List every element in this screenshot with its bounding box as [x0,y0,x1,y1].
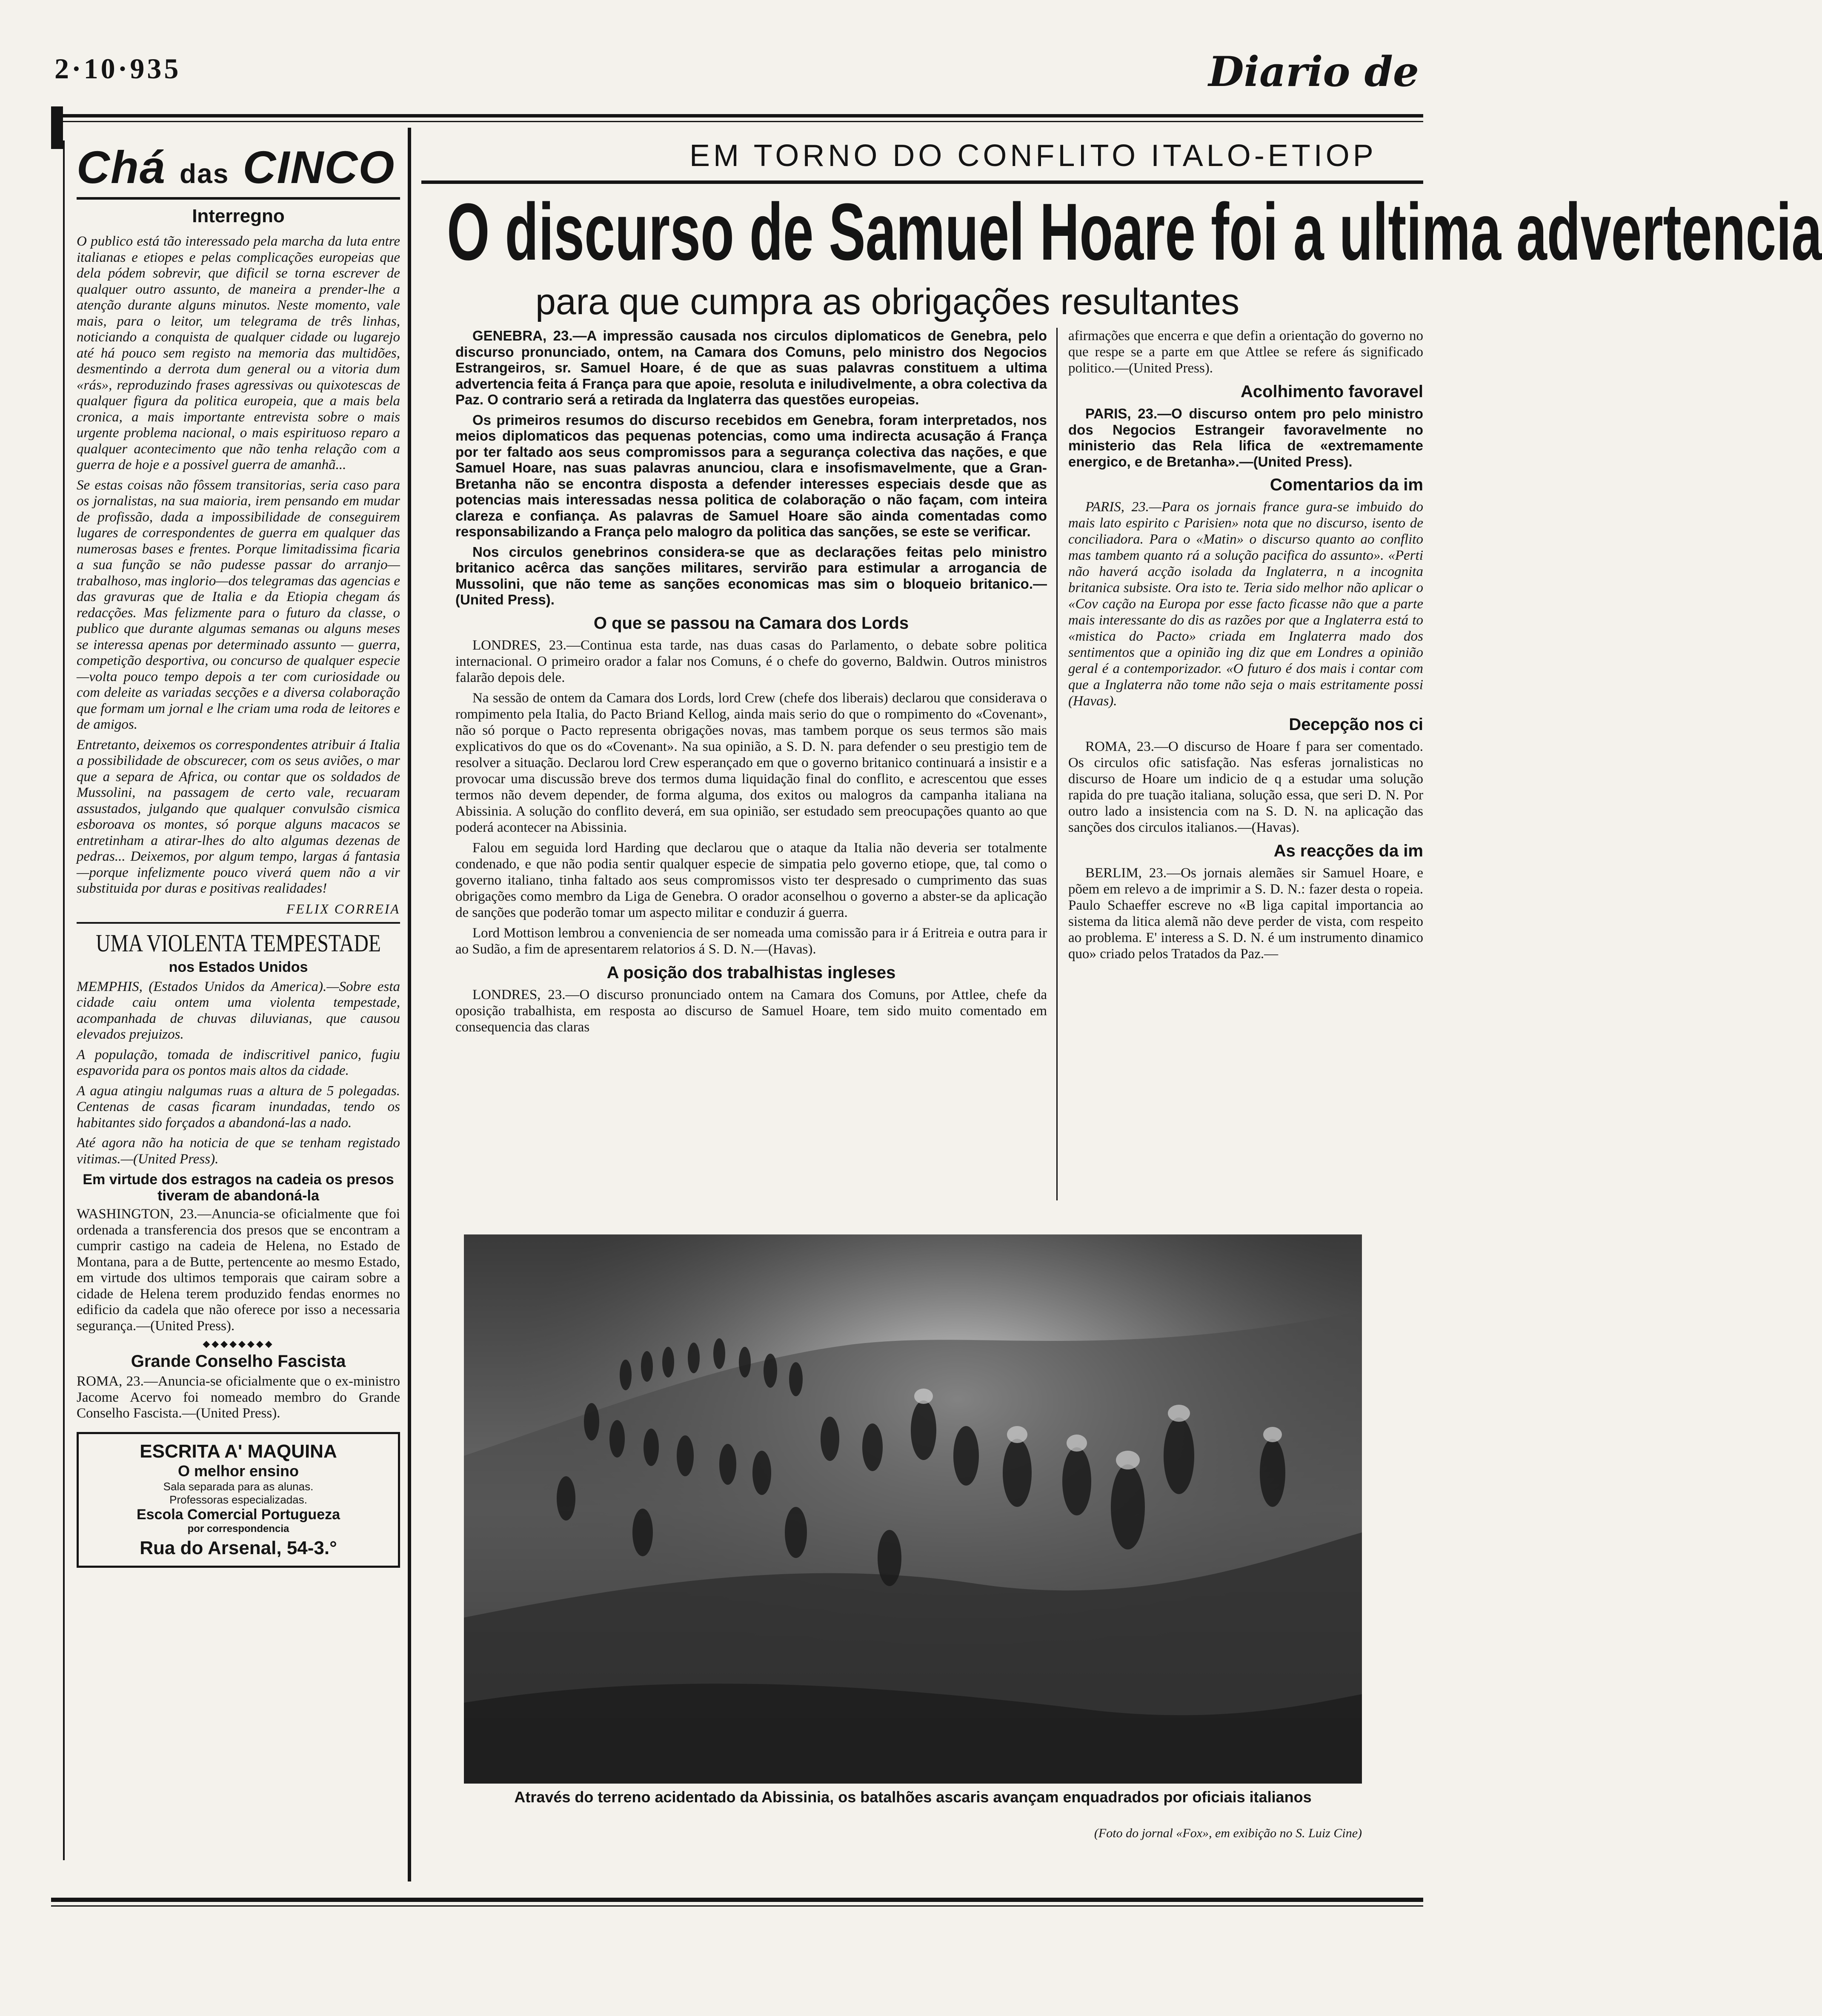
author-signature: FELIX CORREIA [286,901,400,916]
right-column-divider [1056,328,1058,1200]
interregno-heading: Interregno [192,206,285,226]
fascista-heading: Grande Conselho Fascista [131,1352,346,1371]
cadeia-paragraph: WASHINGTON, 23.—Anuncia-se oficialmente que foi ordenada a transferencia dos presos que se encontram a cumprir castigo na cadeia de Helena, no Estado de Montana, para a de Butte, pertencente ao mesmo Estado, em virtude dos ultimos temporais que cairam sobre a cidade de Helena terem produzido fendas enormes no edificio da cadela que não oferece por isso a necessaria segurança.—(United Press). [77,1206,400,1334]
right-column [1068,328,1423,1205]
fascista-paragraph: ROMA, 23.—Anuncia-se oficialmente que o ex-ministro Jacome Acervo foi nomeado membro do Grande Conselho Fascista.—(United Press). [77,1374,400,1421]
decepcao-heading: Decepção nos ci [1289,715,1423,734]
tempestade-paragraph: A população, tomada de indiscritivel panico, fugiu espavorida para os pontos mais altos da cidade. [77,1047,400,1078]
tempestade-subheading: nos Estados Unidos [169,959,308,975]
left-border-rule [63,140,65,1860]
main-headline: O discurso de Samuel Hoare foi a ultima advertencia [447,187,1822,277]
article-paragraph: Nos circulos genebrinos considera-se que as declarações feitas pelo ministro britanico acêrca das sanções militares, servirão para estimular a arrogancia de Mussolini, que não teme as sanções economicas mas sim o bloqueio britanico.—(United Press). [455,544,1047,607]
section-rule [77,922,400,924]
article-paragraph: BERLIM, 23.—Os jornais alemães sir Samuel Hoare, e põem em relevo a de imprimir a S. D. N.: fazer desta o ropeia. Paulo Schaeffer escreve no «B liga capital importancia ao sistema da litica alemã não deve perder de vista, com respeito ao problema. E' interess a S. D. N. é um instrumento dinamico quo» criado pelos Tratados da Paz.— [1068,865,1423,962]
trabalhistas-heading: A posição dos trabalhistas ingleses [606,963,896,982]
ad-school-name: Escola Comercial Portugueza [136,1506,340,1523]
comentarios-heading: Comentarios da im [1270,475,1423,494]
ad-address: Rua do Arsenal, 54-3.° [140,1537,337,1558]
article-paragraph: afirmações que encerra e que defin a orientação do governo no que respe se a parte em que Attlee se refere ás significado politico.—(United Press). [1068,328,1423,376]
ad-title: ESCRITA A' MAQUINA [140,1440,337,1462]
ad-by: por correspondencia [187,1523,289,1535]
article-paragraph: PARIS, 23.—Para os jornais france gura-se imbuido do mais lato espirito c Parisien» nota que no discurso, isento de conciliadora. Para o «Matin» o discurso quanto ao conflito mas tambem quanto rá a solução pacifica do assunto». «Perti não haverá acção isolada da Inglaterra, n a incognita britanica subsiste. Ora isto te. Teria sido melhor não aplicar o «Cov cação na Europa por esse facto ficasse não que a parte mais interessante do dis as razões por que a Inglaterra está to «mistica do Pacto» criada em Inglaterra mado dos sentimentos que a opinião ing diz que em Londres a opinião geral é a contemporizador. «O futuro é dos mais i contar com que a Inglaterra não tome não seja o mais estritamente possi (Havas). [1068,499,1423,709]
article-paragraph: LONDRES, 23.—O discurso pronunciado ontem na Camara dos Comuns, por Attlee, chefe da oposição trabalhista, em resposta ao discurso de Samuel Hoare, tem sido muito comentado em consequencia das claras [455,987,1047,1035]
issue-date: 2·10·935 [54,52,181,85]
cha-das-cinco-title: Chá das CINCO [77,141,395,193]
photo-caption: Através do terreno acidentado da Abissinia, os batalhões ascaris avançam enquadrados por oficiais italianos [514,1788,1312,1806]
headline-rule [421,180,1423,184]
article-paragraph: Falou em seguida lord Harding que declarou que o ataque da Italia não deveria ser totalmente condenado, e que não podia sentir qualquer especie de simpatia pelo governo etiope, que, tal como o governo italiano, tinha faltado aos seus compromissos visto ter despresado o cumprimento das suas obrigações como membro da Liga de Genebra. O orador aconselhou o governo a abster-se da aplicação de sanções que poderão tomar um aspecto militar e conduzir á guerra. [455,840,1047,920]
interregno-paragraph: O publico está tão interessado pela marcha da luta entre italianas e etiopes e pelas complicações europeias que dela pódem sobrevir, que dificil se torna escrever de qualquer outro assunto, de maneira a prender-lhe a atenção durante alguns minutos. Neste momento, vale mais, para o leitor, um telegrama de três linhas, noticiando a conquista de qualquer cidade ou lugarejo até há pouco sem registo na memoria das multidões, desmentindo a derrota dum general ou a vitoria dum «rás», reproduzindo frases agressivas ou quixotescas de qualquer figura da politica europeia, que a mais bela cronica, a mais importante entrevista sobre o mais urgente problema nacional, o mais espirituoso reparo a qualquer acontecimento que não tenha relação com a guerra de hoje e a possivel guerra de amanhã... [77,234,400,472]
section-kicker: EM TORNO DO CONFLITO ITALO-ETIOP [689,139,1377,173]
article-paragraph: Lord Mottison lembrou a conveniencia de ser nomeada uma comissão para ir á Eritreia e outra para ir ao Sudão, a fim de apresentarem relatorios á S. D. N.—(Havas). [455,925,1047,957]
article-paragraph: ROMA, 23.—O discurso de Hoare f para ser comentado. Os circulos ofic satisfação. Nas esferas jornalisticas no discurso de Hoare um indicio de q a estudar uma solução rapida do pre tuação italiana, solução essa, que seri D. N. Por outro lado a insistencia com na S. D. N. na aplicação das sanções dos circulos italianos.—(Havas). [1068,739,1423,835]
article-paragraph: Na sessão de ontem da Camara dos Lords, lord Crew (chefe dos liberais) declarou que considerava o rompimento pela Italia, do Pacto Briand Kellog, ainda mais serio do que o rompimento do «Covenant», não só porque o Pacto representa obrigações novas, mas tambem porque os seus termos são mais explicativos do que os do «Covenant». Na sua opinião, a S. D. N. para defender o seu prestigio tem de resolver a situação. Declarou lord Crew esperançado em que o governo britanico continuará a insistir e a provocar uma discussão breve dos termos duma liquidação final do conflito, e acrescentou que esses termos não devem depender, de forma alguma, dos exitos ou malogros da campanha italiana na Abissinia. A solução do conflito deverá, em sua opinião, ser estudado sem preocupações quanto ao que poderá acontecer na Abissinia. [455,690,1047,835]
ad-subtitle: O melhor ensino [177,1462,299,1480]
battalion-photo [464,1234,1362,1784]
article-paragraph: PARIS, 23.—O discurso ontem pro pelo ministro dos Negocios Estrangeir favoravelmente no ministerio das Rela lifica de «extremamente energico, e de Bretanha».—(United Press). [1068,406,1423,470]
section-rule [77,197,400,200]
reaccoes-heading: As reacções da im [1273,842,1423,860]
typing-school-ad [77,1432,400,1568]
article-paragraph: LONDRES, 23.—Continua esta tarde, nas duas casas do Parlamento, o debate sobre politica internacional. O primeiro orador a falar nos Comuns, é o chefe do governo, Baldwin. Outros ministros falarão depois dele. [455,637,1047,685]
tempestade-paragraph: A agua atingiu nalgumas ruas a altura de 5 polegadas. Centenas de casas ficaram inundadas, tendo os habitantes sido forçados a abandoná-las a nado. [77,1083,400,1131]
tempestade-heading: UMA VIOLENTA TEMPESTADE [96,929,381,957]
ad-line: Professoras especializadas. [169,1493,307,1506]
cadeia-heading: Em virtude dos estragos na cadeia os presos tiveram de abandoná-la [83,1171,394,1204]
tempestade-paragraph: Até agora não ha noticia de que se tenham registado vitimas.—(United Press). [77,1135,400,1167]
top-rule [51,114,1423,117]
margin-bar [51,106,63,149]
article-paragraph: GENEBRA, 23.—A impressão causada nos circulos diplomaticos de Genebra, pelo discurso pronunciado, ontem, na Camara dos Comuns, pelo ministro dos Negocios Estrangeiros, sr. Samuel Hoare, é de que as suas palavras constituem a ultima advertencia feita á França para que apoie, resoluta e iniludivelmente, a obra colectiva da Paz. O contrario será a retirada da Inglaterra das questões europeias. [455,328,1047,407]
bottom-rule [51,1898,1423,1902]
acolhimento-heading: Acolhimento favoravel [1240,382,1423,401]
interregno-paragraph: Entretanto, deixemos os correspondentes atribuir á Italia a possibilidade de obscurecer, com os seus aviões, o mar que a separa de Africa, ou contar que os soldados de Mussolini, na passagem de certo vale, recuaram assustados, julgando que qualquer convulsão cismica esboroava os montes, só porque alguns macacos se entretinham a atirar-lhes do alto algumas dezenas de pedras... Deixemos, por algum tempo, largas á fantasia—porque infelizmente pouco viverá quem não a vir substituida por duras e positivas realidades! [77,737,400,896]
left-column [77,140,400,1890]
headline-deck: para que cumpra as obrigações resultantes [535,281,1240,322]
bottom-rule-thin [51,1905,1423,1907]
photo-credit: (Foto do jornal «Fox», em exibição no S. Luiz Cine) [1094,1826,1362,1840]
main-article [455,328,1047,1205]
column-divider [408,128,411,1881]
masthead: Diario de [1208,48,1419,96]
ornament-divider: ◆◆◆◆◆◆◆◆ [203,1338,274,1349]
lords-heading: O que se passou na Camara dos Lords [593,613,909,633]
photo-image [464,1234,1362,1784]
interregno-paragraph: Se estas coisas não fôssem transitorias, seria caso para os jornalistas, na sua maioria, irem pensando em mudar de profissão, dada a impossibilidade de conseguirem lugares de correspondentes de guerra em qualquer das numerosas bases e frentes. Porque limitadissima ficaria a sua função se não pudesse passar do arranjo—trabalhoso, mas inglorio—dos telegramas das agencias e das gravuras que de Italia e da Etiopia chegam ás redacções. Mas felizmente para o futuro da classe, o publico que durante algumas semanas ou alguns meses se interessa apenas por determinado assunto — guerra, competição desportiva, ou concurso de qualquer especie—volta pouco tempo depois a ter com curiosidade ou com deleite as variadas secções e a diversa colaboração que formam um jornal e lhe criam uma roda de leitores e de amigos. [77,477,400,732]
tempestade-paragraph: MEMPHIS, (Estados Unidos da America).—Sobre esta cidade caiu ontem uma violenta tempestade, acompanhada de chuvas diluvianas, que causou elevados prejuizos. [77,979,400,1042]
top-rule-thin [51,121,1423,122]
ad-line: Sala separada para as alunas. [163,1480,314,1493]
article-paragraph: Os primeiros resumos do discurso recebidos em Genebra, foram interpretados, nos meios diplomaticos das pequenas potencias, como uma indirecta acusação á França por ter faltado aos seus compromissos para a segurança colectiva das nações, e que Samuel Hoare, nas suas palavras anunciou, clara e insofismavelmente, que a Gran-Bretanha não se encontra disposta a defender interesses especiais desde que as potencias mais interessadas nessa politica de colaboração o não façam, com inteira clareza e confiança. As palavras de Samuel Hoare são ainda comentadas como responsabilizando a França pelo malogro da politica das sanções, se este se verificar. [455,412,1047,539]
